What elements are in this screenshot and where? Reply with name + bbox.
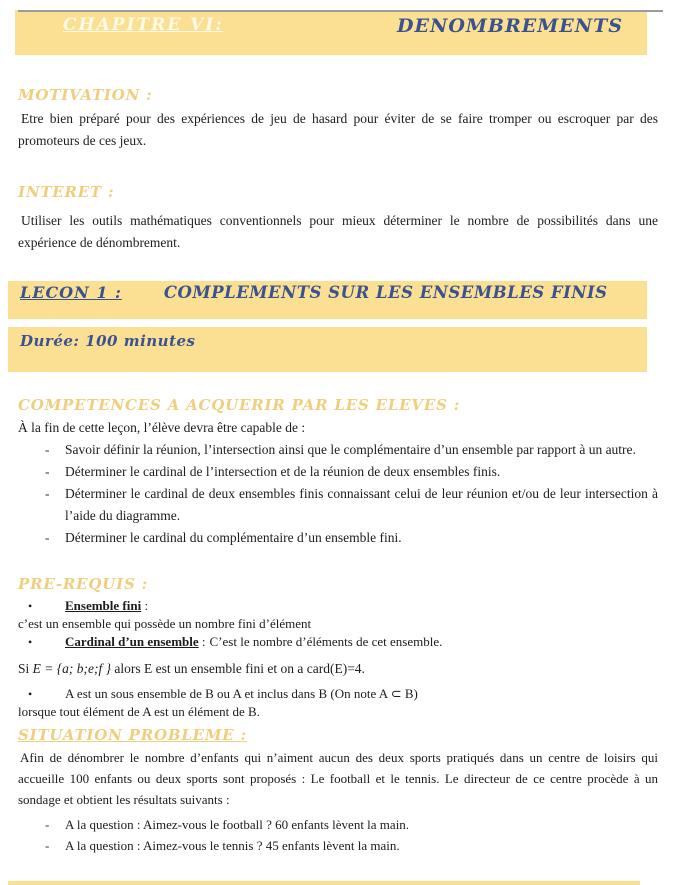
dash-marker: -	[45, 486, 50, 501]
example-prefix: Si	[18, 661, 33, 676]
definition-text: C’est le nombre d’éléments de cet ensemble.	[209, 634, 443, 649]
definition-text: c’est un ensemble qui possède un nombre fini d’élément	[18, 616, 312, 631]
section-situation	[18, 726, 658, 856]
term-cardinal: Cardinal d’un ensemble	[65, 634, 199, 649]
section-competences	[18, 396, 658, 549]
list-item-text: Déterminer le cardinal de l’intersection et de la réunion de deux ensembles finis.	[65, 464, 501, 479]
term-colon: :	[198, 634, 206, 649]
section-interet	[18, 183, 658, 254]
prerequis-term-line	[18, 633, 658, 651]
next-banner-edge	[8, 881, 640, 885]
section-prerequis	[18, 575, 658, 721]
lesson-label: LECON 1 :	[20, 283, 122, 302]
lesson-title: COMPLEMENTS SUR LES ENSEMBLES FINIS	[163, 283, 608, 302]
dash-marker: -	[45, 442, 50, 457]
list-item-text: Savoir définir la réunion, l’intersection ainsi que le complémentaire d’un ensemble par rapport à un autre.	[65, 442, 636, 457]
competences-heading: COMPETENCES A ACQUERIR PAR LES ELEVES :	[18, 396, 461, 414]
chapter-banner	[15, 10, 647, 55]
bullet-marker: •	[28, 687, 33, 701]
bullet-marker: •	[28, 635, 33, 649]
interet-heading: INTERET :	[18, 183, 115, 201]
duration-banner	[8, 327, 647, 372]
term-ensemble-fini: Ensemble fini	[65, 598, 142, 613]
section-motivation	[18, 86, 658, 152]
bullet-marker: •	[28, 599, 33, 613]
list-item	[18, 439, 658, 461]
list-item	[18, 835, 658, 856]
situation-heading: SITUATION PROBLEME :	[18, 726, 247, 744]
subset-note: lorsque tout élément de A est un élément de B.	[18, 704, 260, 719]
situation-list	[18, 814, 658, 856]
list-item-text: Déterminer le cardinal du complémentaire d’un ensemble fini.	[65, 530, 402, 545]
prerequis-heading: PRE-REQUIS :	[18, 575, 148, 593]
lesson-banner	[8, 281, 647, 319]
prerequis-definition	[18, 615, 658, 633]
list-item	[18, 461, 658, 483]
subset-statement-line	[18, 685, 658, 703]
competences-list	[18, 439, 658, 549]
example-formula: E = {a; b;e;f }	[32, 661, 112, 676]
duration-text: Durée: 100 minutes	[20, 332, 196, 350]
competences-intro: À la fin de cette leçon, l’élève devra être capable de :	[18, 420, 306, 435]
list-item	[18, 527, 658, 549]
list-item-text: A la question : Aimez-vous le football ? 60 enfants lèvent la main.	[65, 817, 410, 832]
chapter-label: CHAPITRE VI:	[63, 15, 224, 35]
situation-body: Afin de dénombrer le nombre d’enfants qui n’aiment aucun des deux sports pratiqués dans un centre de loisirs qui accueille 100 enfants ou deux sports sont proposés : Le football et le tennis. Le directeur de ce centre procède à un sondage et obtient les résultats suivants :	[18, 750, 658, 807]
page-top-rule	[18, 10, 663, 12]
example-line	[18, 660, 658, 678]
example-suffix: alors E est un ensemble fini et on a card(E)=4.	[111, 661, 365, 676]
dash-marker: -	[45, 838, 50, 853]
list-item	[18, 814, 658, 835]
list-item-text: Déterminer le cardinal de deux ensembles finis connaissant celui de leur réunion et/ou de leur intersection à l’aide du diagramme.	[65, 486, 658, 523]
list-item	[18, 483, 658, 527]
subset-statement: A est un sous ensemble de B ou A et inclus dans B (On note A ⊂ B)	[65, 686, 418, 701]
list-item-text: A la question : Aimez-vous le tennis ? 45 enfants lèvent la main.	[65, 838, 400, 853]
prerequis-term-line	[18, 597, 658, 615]
dash-marker: -	[45, 817, 50, 832]
motivation-heading: MOTIVATION :	[18, 86, 153, 104]
dash-marker: -	[45, 530, 50, 545]
interet-body: Utiliser les outils mathématiques conventionnels pour mieux déterminer le nombre de possibilités dans une expérience de dénombrement.	[18, 213, 658, 250]
term-colon: :	[141, 598, 149, 613]
document-page	[0, 10, 675, 885]
chapter-title: DENOMBREMENTS	[397, 15, 623, 37]
dash-marker: -	[45, 464, 50, 479]
subset-note-line	[18, 703, 658, 721]
motivation-body: Etre bien préparé pour des expériences de jeu de hasard pour éviter de se faire tromper ou escroquer par des promoteurs de ces jeux.	[18, 111, 658, 148]
